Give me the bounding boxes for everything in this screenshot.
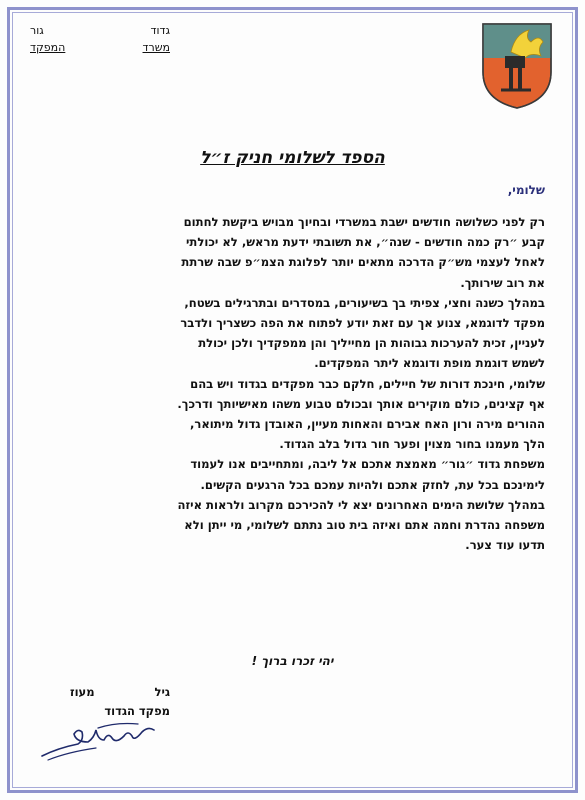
body-line: רק לפני כשלושה חודשים ישבת במשרדי ובחיוך מבויש ביקשת לחתום — [183, 215, 545, 229]
closing-line: יהי זכרו ברוך ! — [251, 654, 334, 668]
letterhead-unit — [30, 22, 170, 39]
body-line: לאחל לעצמי מש״ק הדרכה מתאים יותר לפלוגת הצמ״פ שבה שרתת — [181, 255, 545, 270]
letterhead — [30, 22, 170, 56]
paragraph-3 — [60, 374, 545, 414]
signature-block — [70, 683, 170, 721]
body-line: במהלך כשנה וחצי, צפיתי בך בשיעורים, במסדרים ובתרגילים בשטח, — [184, 295, 545, 310]
letterhead-office-role: המפקד — [30, 41, 66, 54]
body-line: במהלך שלושת הימים האחרונים יצא לי להכירכם מקרוב ולראות איזה — [177, 497, 545, 512]
letterhead-office-word: משרד — [142, 41, 170, 54]
paragraph-6 — [60, 495, 545, 556]
letterhead-office — [30, 39, 170, 56]
paragraph-5 — [60, 454, 545, 494]
signatory-first-name: גיל — [154, 685, 170, 699]
letterhead-unit-name: גור — [30, 24, 44, 37]
letter-body — [60, 212, 545, 555]
paragraph-4 — [60, 414, 545, 454]
signatory-last-name: מעוז — [70, 685, 95, 699]
body-line: ההורים מירה ורון האח אבירם והאחות מעיין, האובדן גדול מיתואר, — [189, 417, 545, 432]
body-line: לשמש דוגמת מופת ודוגמא ליתר המפקדים. — [314, 356, 545, 371]
paragraph-2 — [60, 293, 545, 374]
paragraph-1 — [60, 212, 545, 293]
body-line: לימינכם בכל עת, לחזק אתכם ולהיות עמכם בכל הרגעים הקשים. — [200, 477, 545, 492]
body-line: מפקד לדוגמא, צנוע אך עם זאת יודע לפתוח את הפה כשצריך ולדבר — [180, 316, 545, 331]
handwritten-signature — [38, 718, 168, 763]
signatory-name — [70, 683, 170, 702]
body-line: משפחת גדוד ״גור״ מאמצת אתכם אל ליבה, ומתחייבים אנו לעמוד — [190, 457, 545, 472]
body-line: תדעו עוד צער. — [465, 538, 545, 553]
eulogy-title: הספד לשלומי חניק ז״ל — [200, 148, 385, 168]
body-line: הלך מעמנו בחור מצוין ופער חור גדול בלב הגדוד. — [279, 437, 545, 452]
body-line: את רוב שירותך. — [460, 275, 545, 290]
body-line: קבע ״רק כמה חודשים - שנה״, את תשובתי ידעת מראש, לא יכולתי — [186, 235, 545, 250]
body-line: אף קצינים, כולם מוקירים אותך ובכולם טבוע משהו מאישיותך ודרכך. — [177, 396, 545, 411]
battalion-emblem-icon — [481, 22, 553, 110]
body-line: שלומי, חינכת דורות של חיילים, חלקם כבר מפקדים בגדוד ויש בהם — [190, 376, 545, 391]
signatory-role: מפקד הגדוד — [104, 704, 170, 718]
body-line: משפחה נהדרת וחמה אתם ואיזה בית טוב נתתם לשלומי, מי ייתן ולא — [184, 518, 545, 533]
letterhead-unit-word: גדוד — [150, 24, 170, 37]
body-line: לעניין, זכית להערכות גבוהות הן מחייליך והן ממפקדיך ולכן יכולת — [198, 336, 545, 351]
salutation: שלומי, — [507, 183, 545, 197]
